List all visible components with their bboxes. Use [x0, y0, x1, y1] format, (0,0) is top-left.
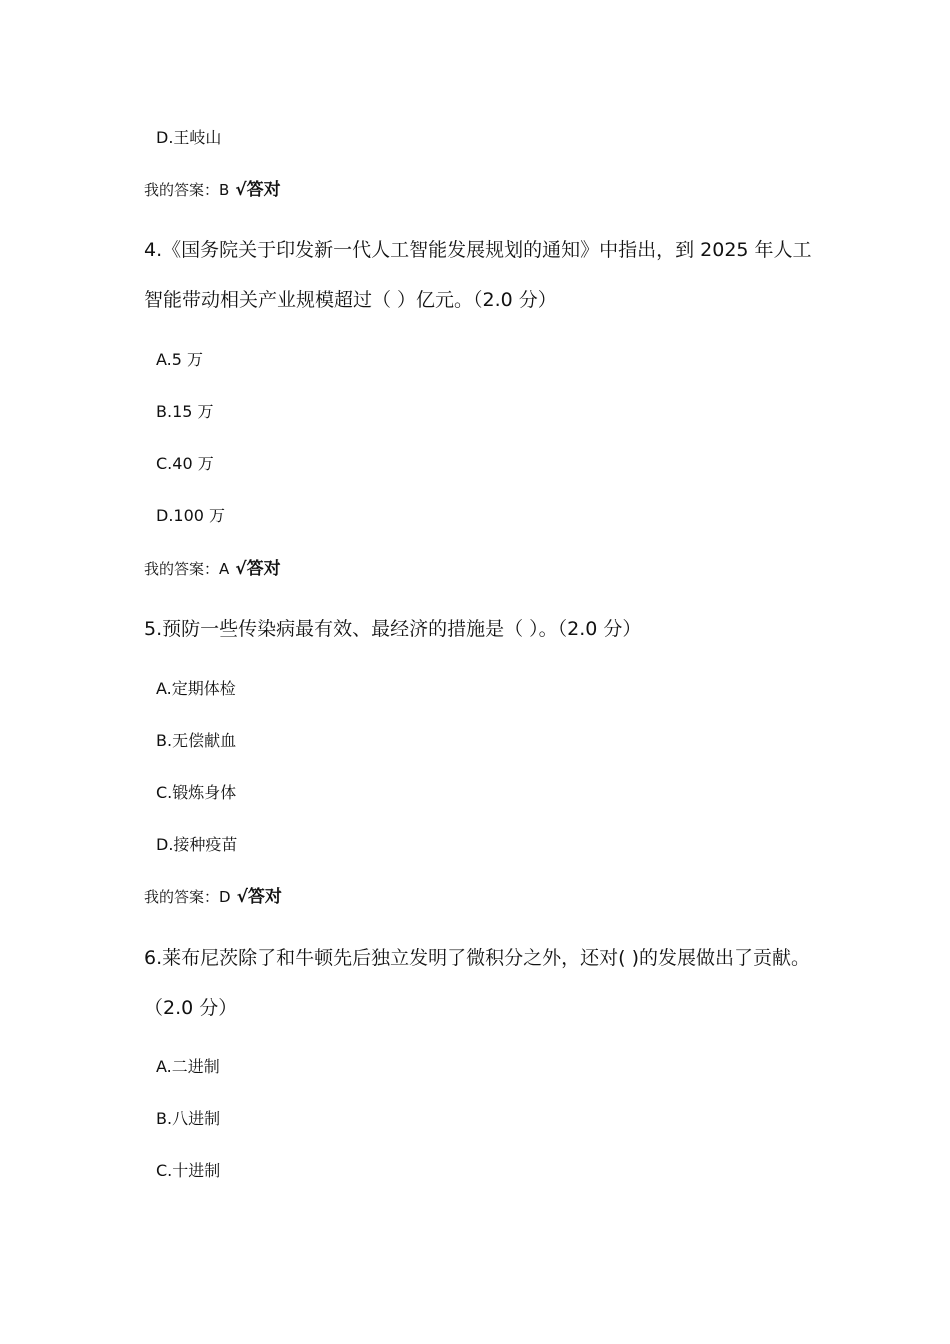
option-text: C.40 万	[156, 454, 214, 473]
option-text: D.100 万	[156, 506, 226, 525]
option-text: C.十进制	[156, 1161, 221, 1180]
option-text: D.王岐山	[156, 128, 222, 147]
option-text: B.无偿献血	[156, 731, 237, 750]
option-text: C.锻炼身体	[156, 783, 237, 802]
answer-label: 我的答案：D	[144, 888, 231, 906]
answer-verdict: √答对	[235, 180, 281, 200]
answer-label: 我的答案：A	[144, 560, 230, 578]
my-answer	[144, 887, 282, 907]
option-text: A.二进制	[156, 1057, 220, 1076]
my-answer	[144, 559, 281, 579]
question-text: （2.0 分）	[144, 997, 238, 1019]
option-text: A.5 万	[156, 350, 204, 369]
question-text: 智能带动相关产业规模超过（ ）亿元。（2.0 分）	[144, 289, 557, 311]
question-text: 6.莱布尼茨除了和牛顿先后独立发明了微积分之外，还对( )的发展做出了贡献。	[144, 947, 810, 969]
option-text: B.15 万	[156, 402, 214, 421]
option-text: A.定期体检	[156, 679, 236, 698]
question-text: 5.预防一些传染病最有效、最经济的措施是（ ）。（2.0 分）	[144, 618, 642, 640]
my-answer	[144, 180, 281, 200]
option-text: B.八进制	[156, 1109, 221, 1128]
answer-verdict: √答对	[235, 559, 281, 579]
question-text: 4.《国务院关于印发新一代人工智能发展规划的通知》中指出，到 2025 年人工	[144, 239, 812, 261]
answer-verdict: √答对	[236, 887, 282, 907]
option-text: D.接种疫苗	[156, 835, 238, 854]
answer-label: 我的答案：B	[144, 181, 230, 199]
